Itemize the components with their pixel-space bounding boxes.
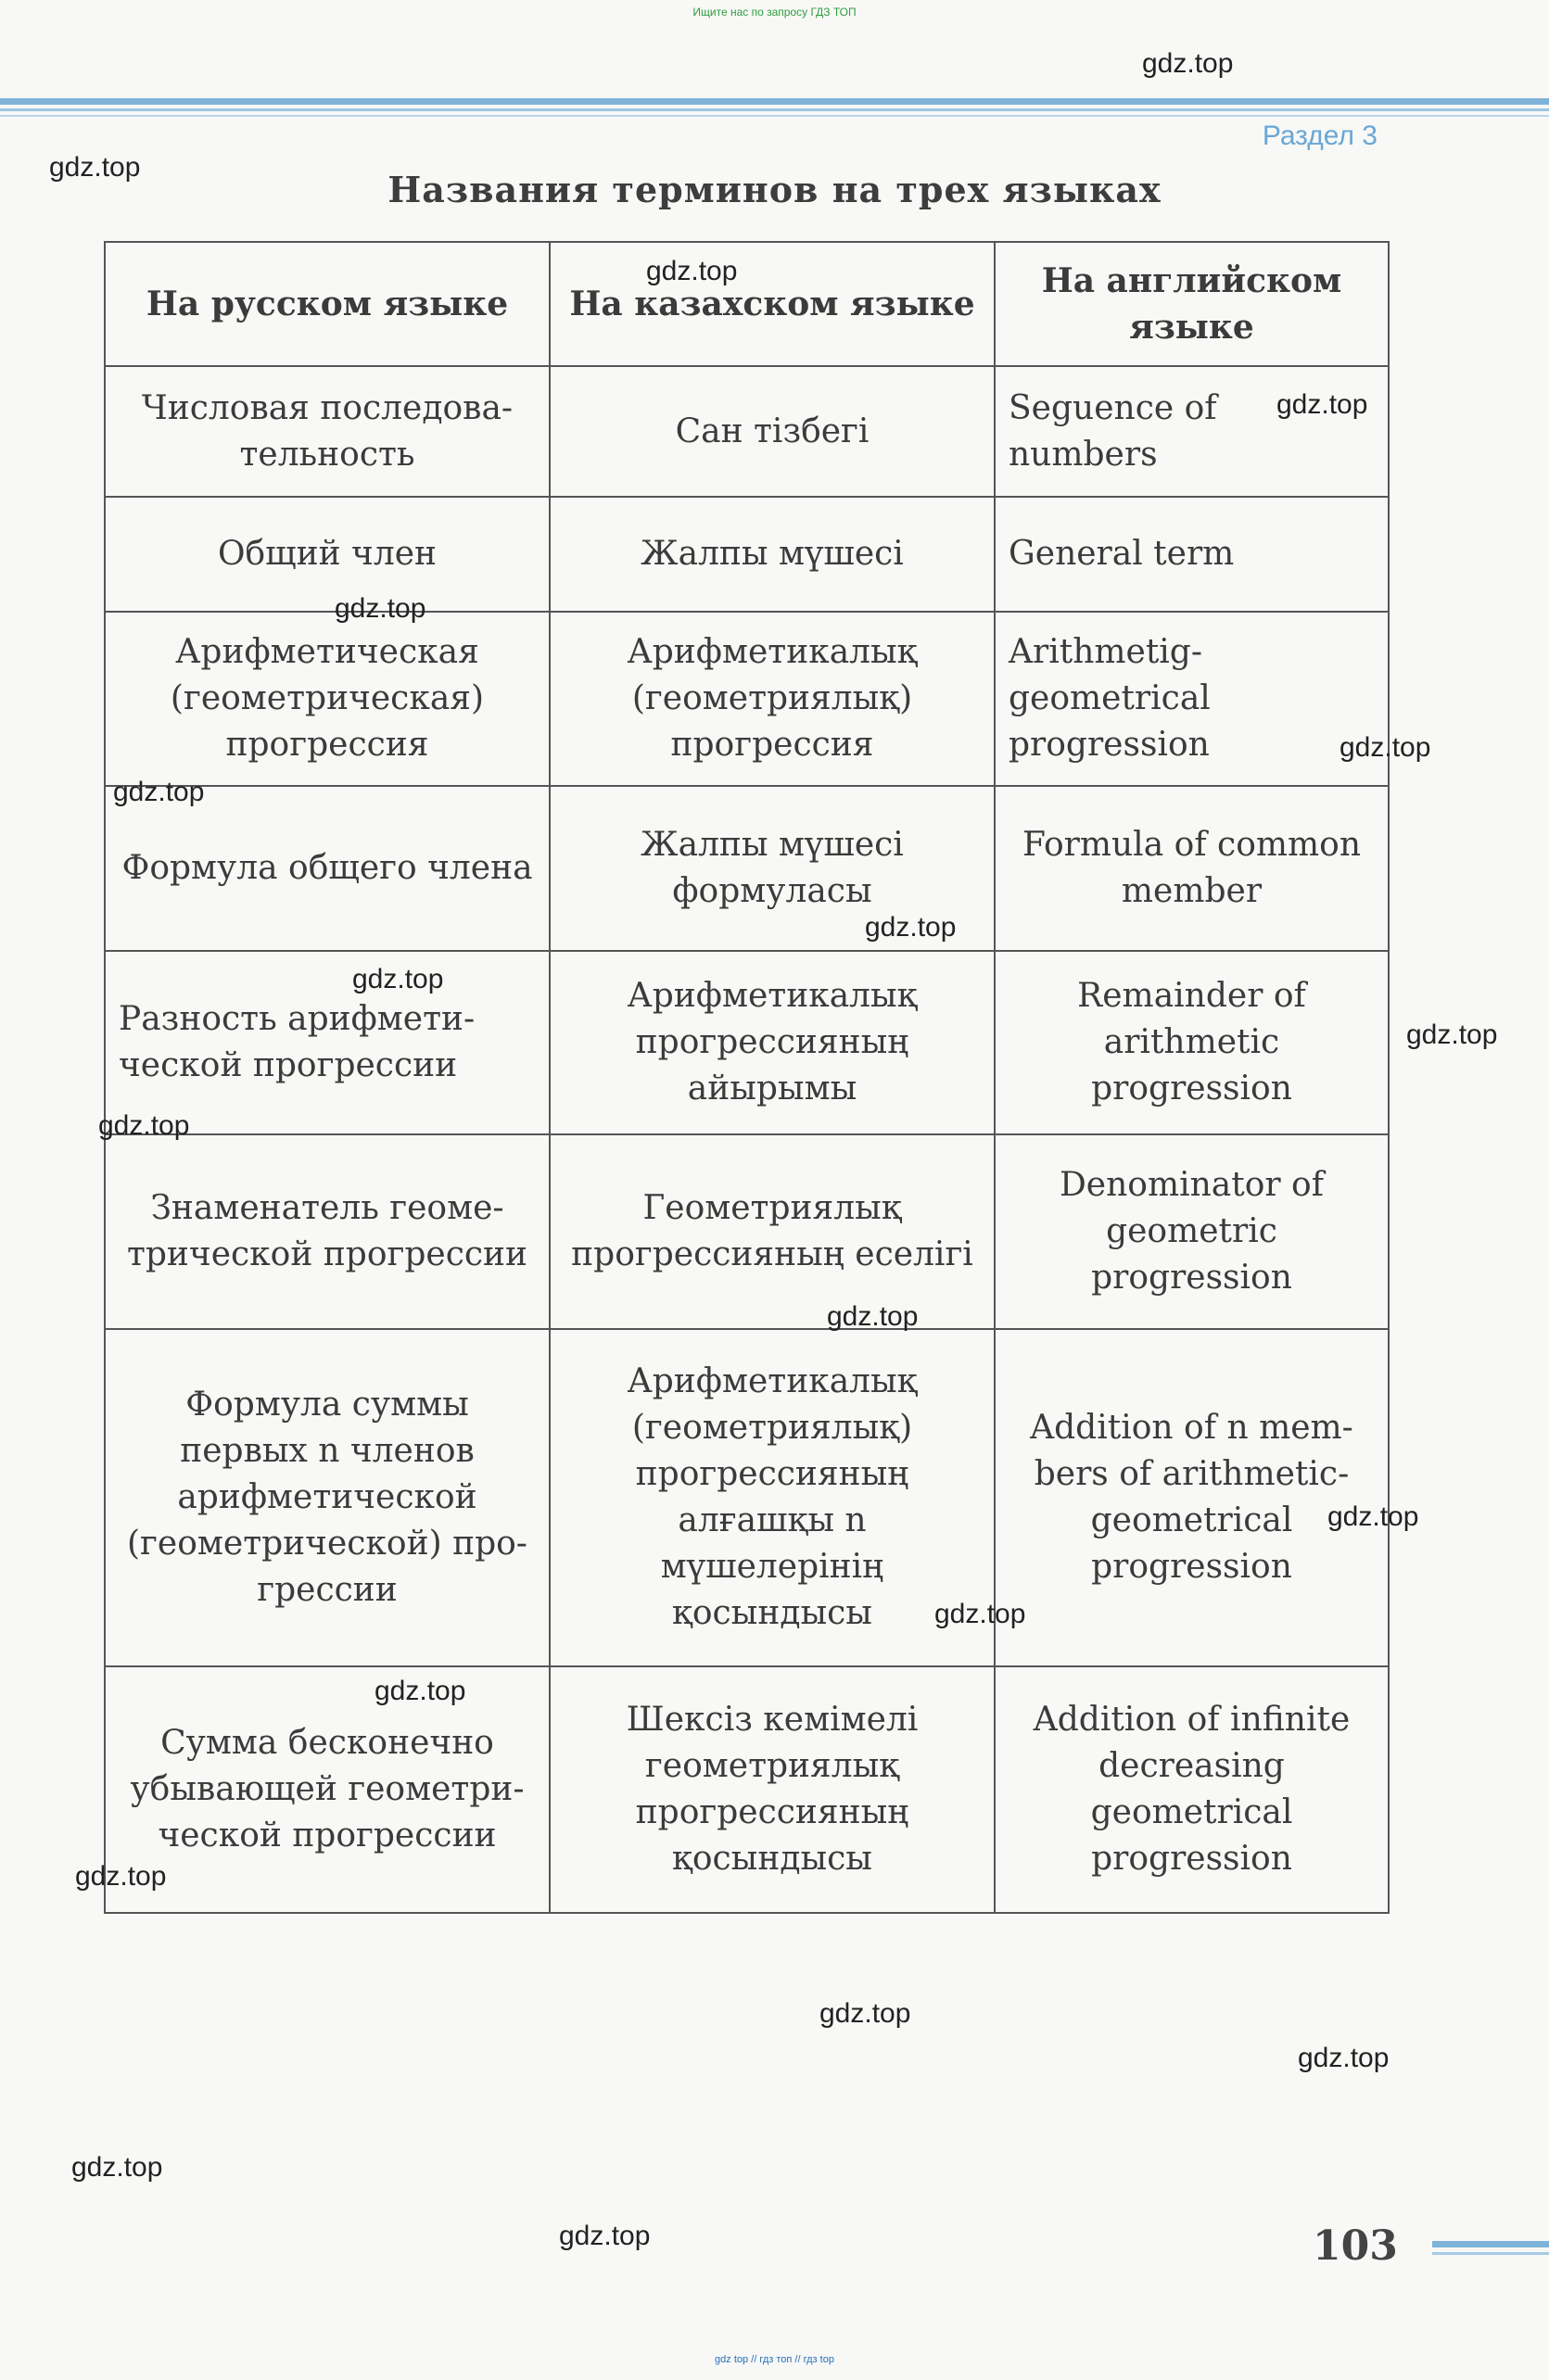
watermark: gdz.top — [827, 1301, 919, 1332]
watermark: gdz.top — [113, 777, 205, 807]
watermark: gdz.top — [375, 1676, 466, 1706]
cell-en: Addition of infinite decreasing geometrical progression — [995, 1666, 1389, 1913]
cell-kz: Шексіз кемімелі геометриялық прогрессияның қосындысы — [550, 1666, 995, 1913]
header-kazakh: На казахском языке — [550, 242, 995, 366]
watermark: gdz.top — [646, 256, 738, 286]
watermark: gdz.top — [1142, 48, 1234, 79]
watermark: gdz.top — [335, 593, 426, 624]
table-row — [105, 612, 1389, 786]
cell-en: Addition of n mem-bers of arithmetic-geometrical progression — [995, 1329, 1389, 1666]
table-row — [105, 951, 1389, 1134]
top-search-hint: Ищите нас по запросу ГДЗ ТОП — [692, 6, 857, 19]
cell-kz: Геометриялық прогрессияның еселігі — [550, 1134, 995, 1329]
table-header-row — [105, 242, 1389, 366]
cell-en: General term — [995, 497, 1389, 612]
cell-ru: Формула общего члена — [105, 786, 550, 951]
cell-ru: Арифметическая (геометрическая) прогрессия — [105, 612, 550, 786]
cell-ru: Общий член — [105, 497, 550, 612]
header-russian: На русском языке — [105, 242, 550, 366]
footer-decor-lines — [1432, 2241, 1549, 2269]
cell-ru: Сумма бесконечно убывающей геометри-ческой прогрессии — [105, 1666, 550, 1913]
watermark: gdz.top — [1276, 389, 1368, 420]
table-row — [105, 1134, 1389, 1329]
cell-ru: Знаменатель геоме-трической прогрессии — [105, 1134, 550, 1329]
cell-ru: Формула суммы первых n членов арифметической (геометрической) про-грессии — [105, 1329, 550, 1666]
cell-kz: Арифметикалық (геометриялық) прогрессия — [550, 612, 995, 786]
watermark: gdz.top — [75, 1861, 167, 1892]
cell-en: Formula of common member — [995, 786, 1389, 951]
table-row — [105, 786, 1389, 951]
cell-en: Arithmetig-geometrical progression — [995, 612, 1389, 786]
cell-en: Denominator of geometric progression — [995, 1134, 1389, 1329]
watermark: gdz.top — [1406, 1019, 1498, 1050]
bottom-note: gdz top // гдз топ // гдз top — [715, 2354, 834, 2365]
watermark: gdz.top — [819, 1998, 911, 2029]
watermark: gdz.top — [865, 912, 957, 943]
section-label: Раздел 3 — [1262, 120, 1378, 151]
watermark: gdz.top — [98, 1110, 190, 1141]
cell-kz: Сан тізбегі — [550, 366, 995, 497]
page-title: Названия терминов на трех языках — [387, 169, 1162, 210]
cell-kz: Арифметикалық (геометриялық) прогрессияның алғашқы n мүшелерінің қосындысы — [550, 1329, 995, 1666]
page-number: 103 — [1313, 2222, 1398, 2270]
cell-en: Seguence of numbers — [995, 366, 1389, 497]
header-english: На английском языке — [995, 242, 1389, 366]
cell-kz: Арифметикалық прогрессияның айырымы — [550, 951, 995, 1134]
watermark: gdz.top — [71, 2152, 163, 2183]
watermark: gdz.top — [1340, 732, 1431, 763]
watermark: gdz.top — [559, 2221, 651, 2251]
table-row — [105, 1329, 1389, 1666]
cell-en: Remainder of arithmetic progression — [995, 951, 1389, 1134]
terms-table — [104, 241, 1390, 1914]
cell-kz: Жалпы мүшесі формуласы — [550, 786, 995, 951]
table-row — [105, 1666, 1389, 1913]
cell-ru: Числовая последова-тельность — [105, 366, 550, 497]
watermark: gdz.top — [1327, 1501, 1419, 1532]
table-row — [105, 366, 1389, 497]
watermark: gdz.top — [352, 964, 444, 994]
cell-kz: Жалпы мүшесі — [550, 497, 995, 612]
watermark: gdz.top — [1298, 2043, 1390, 2073]
watermark: gdz.top — [934, 1599, 1026, 1629]
cell-ru: Разность арифмети-ческой прогрессии — [105, 951, 550, 1134]
table-row — [105, 497, 1389, 612]
watermark: gdz.top — [49, 152, 141, 183]
